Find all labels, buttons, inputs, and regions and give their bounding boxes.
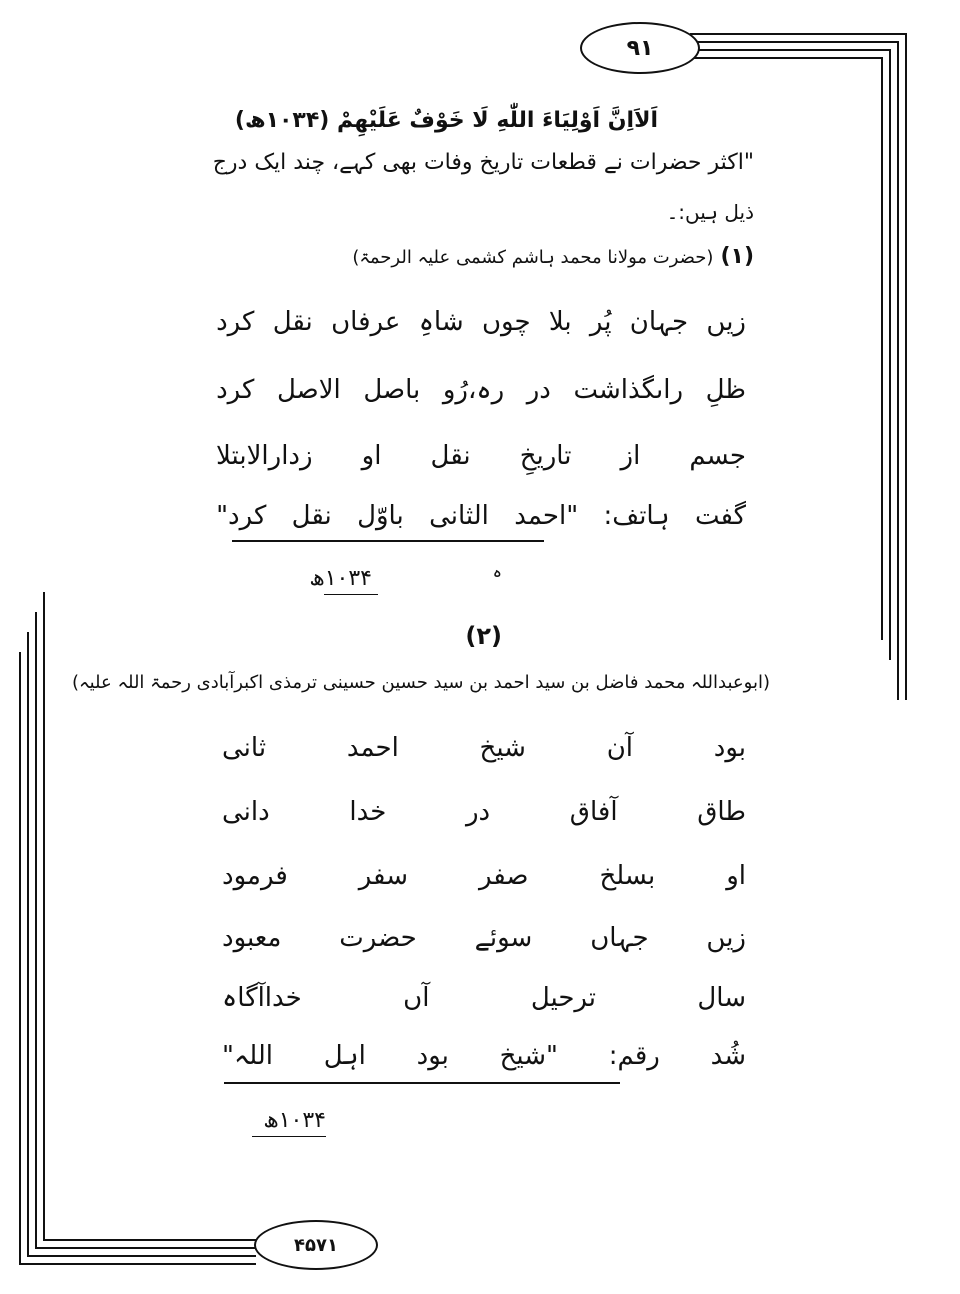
verse-word: ثانی — [222, 733, 267, 763]
verse-word: سفر — [358, 861, 408, 891]
section2-year: ۱۰۳۴ھ — [263, 1108, 326, 1133]
section2-year-underline — [252, 1136, 326, 1137]
section1-year-underline — [324, 594, 378, 595]
section2-verse-4 — [222, 918, 746, 958]
section1-year: ۱۰۳۴ھ — [309, 566, 372, 591]
section1-poet: (حضرت مولانا محمد ہاشم کشمی علیہ الرحمۃ) — [352, 247, 714, 268]
section1-label: (۱) — [720, 244, 754, 269]
verse-word: شاہِ — [418, 307, 464, 337]
section1-header — [352, 244, 754, 269]
page-number-bottom-text: ۴۵۷١ — [294, 1234, 338, 1256]
verse-word: بلا — [548, 307, 572, 337]
verse-word: "شیخ — [499, 1041, 558, 1071]
section1-verse-1 — [216, 302, 746, 342]
verse-word: خداآگاہ — [222, 983, 302, 1013]
verse-word: راںگذاشت — [573, 375, 684, 405]
verse-word: کرد" — [216, 501, 267, 531]
verse-word: نقل — [430, 441, 471, 471]
verse-word: گفت — [694, 501, 746, 531]
verse-word: شُد — [710, 1041, 746, 1071]
verse-word: جہان — [629, 307, 689, 337]
verse-word: باصل — [363, 375, 421, 405]
verse-word: از — [620, 441, 641, 471]
verse-word: بود — [713, 733, 746, 763]
page-number-bottom — [254, 1220, 378, 1270]
verse-word: الاصل — [276, 375, 341, 405]
verse-word: "احمد — [514, 501, 579, 531]
section2-verse-5 — [222, 978, 746, 1018]
verse-word: احمد — [346, 733, 399, 763]
verse-word: زیں — [706, 307, 746, 337]
verse-word: کرد — [216, 375, 255, 405]
verse-word: سال — [697, 983, 746, 1013]
section1-verse-4 — [216, 496, 746, 536]
section1-dot: ہ — [492, 562, 502, 581]
verse-word: معبود — [222, 923, 282, 953]
verse-word: سوئے — [474, 923, 533, 953]
verse-word: ظلِ — [705, 375, 746, 405]
verse-word: نقل — [272, 307, 313, 337]
verse-word: عرفاں — [331, 307, 401, 337]
verse-word: رہ،رُو — [442, 375, 505, 405]
verse-word: در — [526, 375, 551, 405]
verse-word: زدارالابتلا — [216, 441, 313, 471]
section2-verse-3 — [222, 856, 746, 896]
verse-word: زیں — [706, 923, 746, 953]
section2-verse-6 — [222, 1036, 746, 1076]
verse-word: دانی — [222, 797, 270, 827]
verse-word: باوّل — [357, 501, 404, 531]
verse-word: ہاتف: — [603, 501, 670, 531]
verse-word: جسم — [689, 441, 746, 471]
verse-word: اللہ" — [222, 1041, 273, 1071]
verse-word: او — [726, 861, 746, 891]
section1-verse-3 — [216, 436, 746, 476]
verse-word: چوں — [481, 307, 531, 337]
verse-word: فرمود — [222, 861, 288, 891]
section2-label: (۲) — [465, 622, 502, 650]
verse-word: شیخ — [479, 733, 526, 763]
verse-word: طاق — [697, 797, 746, 827]
verse-word: آن — [606, 733, 634, 763]
page-heading: اَلاَاِنَّ اَوْلِيَاءَ اللّٰهِ لَا خَوْفٌ عَلَيْهِمْ (۱۰۳۴ھ) — [234, 108, 658, 133]
verse-word: آفاق — [569, 797, 618, 827]
verse-word: خدا — [349, 797, 387, 827]
verse-word: او — [361, 441, 382, 471]
verse-word: بود — [416, 1041, 449, 1071]
verse-word: حضرت — [339, 923, 417, 953]
verse-word: ترحیل — [530, 983, 597, 1013]
section2-poet: (ابوعبداللہ محمد فاضل بن سید احمد بن سید حسین حسینی ترمذی اکبرآبادی رحمۃ اللہ علیہ) — [72, 672, 770, 693]
section2-verse-2 — [222, 792, 746, 832]
verse-word: رقم: — [608, 1041, 660, 1071]
verse-word: بسلخ — [599, 861, 656, 891]
section1-verse-2 — [216, 370, 746, 410]
verse-word: صفر — [478, 861, 529, 891]
verse-word: اہل — [323, 1041, 366, 1071]
section2-underline — [224, 1082, 620, 1084]
section1-underline — [232, 540, 544, 542]
verse-word: نقل — [291, 501, 332, 531]
page-number-top-text: ٩١ — [626, 35, 654, 61]
verse-word: پُر — [589, 307, 612, 337]
section2-verse-1 — [222, 728, 746, 768]
verse-word: آں — [403, 983, 430, 1013]
verse-word: جہاں — [590, 923, 649, 953]
intro-line-1: "اکثر حضرات نے قطعات تاریخ وفات بھی کہے، چند ایک درج — [212, 150, 754, 175]
intro-line-2: ذیل ہیں:۔ — [666, 200, 754, 224]
verse-word: الثانی — [429, 501, 489, 531]
page-number-top — [580, 22, 700, 74]
verse-word: در — [466, 797, 491, 827]
verse-word: تاریخِ — [519, 441, 572, 471]
verse-word: کرد — [216, 307, 255, 337]
